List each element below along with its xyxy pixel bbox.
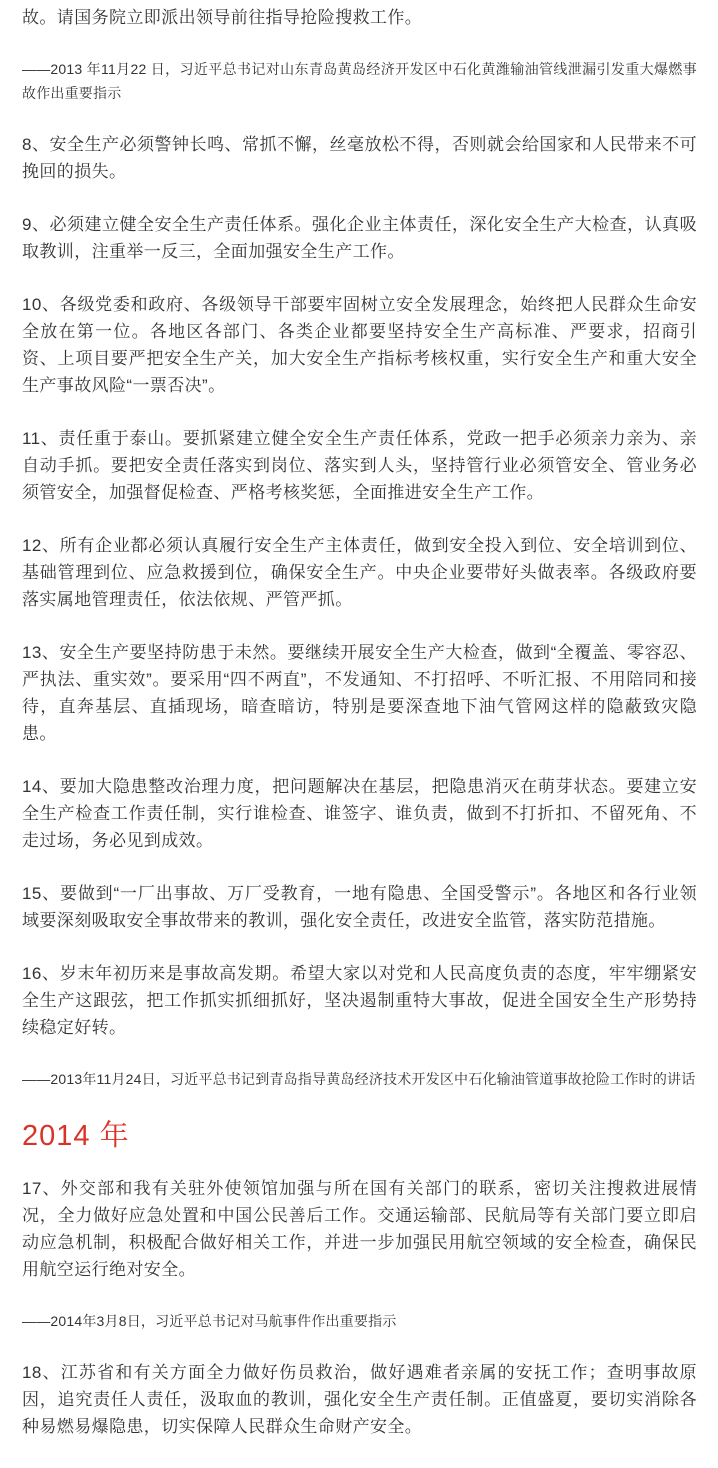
- item-12: 12、所有企业都必须认真履行安全生产主体责任，做到安全投入到位、安全培训到位、基础管理到位、应急救援到位，确保安全生产。中央企业要带好头做表率。各级政府要落实属地管理责任，依法依规、严管严抓。: [22, 536, 697, 609]
- item-15: 15、要做到“一厂出事故、万厂受教育，一地有隐患、全国受警示”。各地区和各行业领域要深刻吸取安全事故带来的教训，强化安全责任，改进安全监管，落实防范措施。: [22, 884, 697, 930]
- item-14: 14、要加大隐患整改治理力度，把问题解决在基层，把隐患消灭在萌芽状态。要建立安全生产检查工作责任制，实行谁检查、谁签字、谁负责，做到不打折扣、不留死角、不走过场，务必见到成效。: [22, 777, 697, 850]
- item-10: 10、各级党委和政府、各级领导干部要牢固树立安全发展理念，始终把人民群众生命安全放在第一位。各地区各部门、各类企业都要坚持安全生产高标准、严要求，招商引资、上项目要严把安全生产关，加大安全生产指标考核权重，实行安全生产和重大安全生产事故风险“一票否决”。: [22, 295, 697, 395]
- citation-2013-11-24: ——2013年11月24日，习近平总书记到青岛指导黄岛经济技术开发区中石化输油管道事故抢险工作时的讲话: [22, 1071, 696, 1087]
- item-17: 17、外交部和我有关驻外使领馆加强与所在国有关部门的联系，密切关注搜救进展情况，全力做好应急处置和中国公民善后工作。交通运输部、民航局等有关部门要立即启动应急机制，积极配合做好相关工作，并进一步加强民用航空领域的安全检查，确保民用航空运行绝对安全。: [22, 1179, 697, 1279]
- citation-2014-03-08: ——2014年3月8日，习近平总书记对马航事件作出重要指示: [22, 1313, 397, 1329]
- year-heading-2014: 2014 年: [22, 1120, 130, 1152]
- item-16: 16、岁末年初历来是事故高发期。希望大家以对党和人民高度负责的态度，牢牢绷紧安全生产这跟弦，把工作抓实抓细抓好，坚决遏制重特大事故，促进全国安全生产形势持续稳定好转。: [22, 964, 697, 1037]
- item-8: 8、安全生产必须警钟长鸣、常抓不懈，丝毫放松不得，否则就会给国家和人民带来不可挽回的损失。: [22, 135, 697, 181]
- item-18: 18、江苏省和有关方面全力做好伤员救治，做好遇难者亲属的安抚工作；查明事故原因，追究责任人责任，汲取血的教训，强化安全生产责任制。正值盛夏，要切实消除各种易燃易爆隐患，切实保障人民群众生命财产安全。: [22, 1363, 697, 1436]
- item-13: 13、安全生产要坚持防患于未然。要继续开展安全生产大检查，做到“全覆盖、零容忍、严执法、重实效”。要采用“四不两直”，不发通知、不打招呼、不听汇报、不用陪同和接待，直奔基层、直插现场，暗查暗访，特别是要深查地下油气管网这样的隐蔽致灾隐患。: [22, 643, 697, 743]
- item-11: 11、责任重于泰山。要抓紧建立健全安全生产责任体系，党政一把手必须亲力亲为、亲自动手抓。要把安全责任落实到岗位、落实到人头，坚持管行业必须管安全、管业务必须管安全，加强督促检查、严格考核奖惩，全面推进安全生产工作。: [22, 429, 697, 502]
- citation-2013-11-22: ——2013 年11月22 日，习近平总书记对山东青岛黄岛经济开发区中石化黄潍输油管线泄漏引发重大爆燃事故作出重要指示: [22, 61, 697, 101]
- item-9: 9、必须建立健全安全生产责任体系。强化企业主体责任，深化安全生产大检查，认真吸取教训，注重举一反三，全面加强安全生产工作。: [22, 215, 697, 261]
- paragraph-continued: 故。请国务院立即派出领导前往指导抢险搜救工作。: [22, 8, 423, 27]
